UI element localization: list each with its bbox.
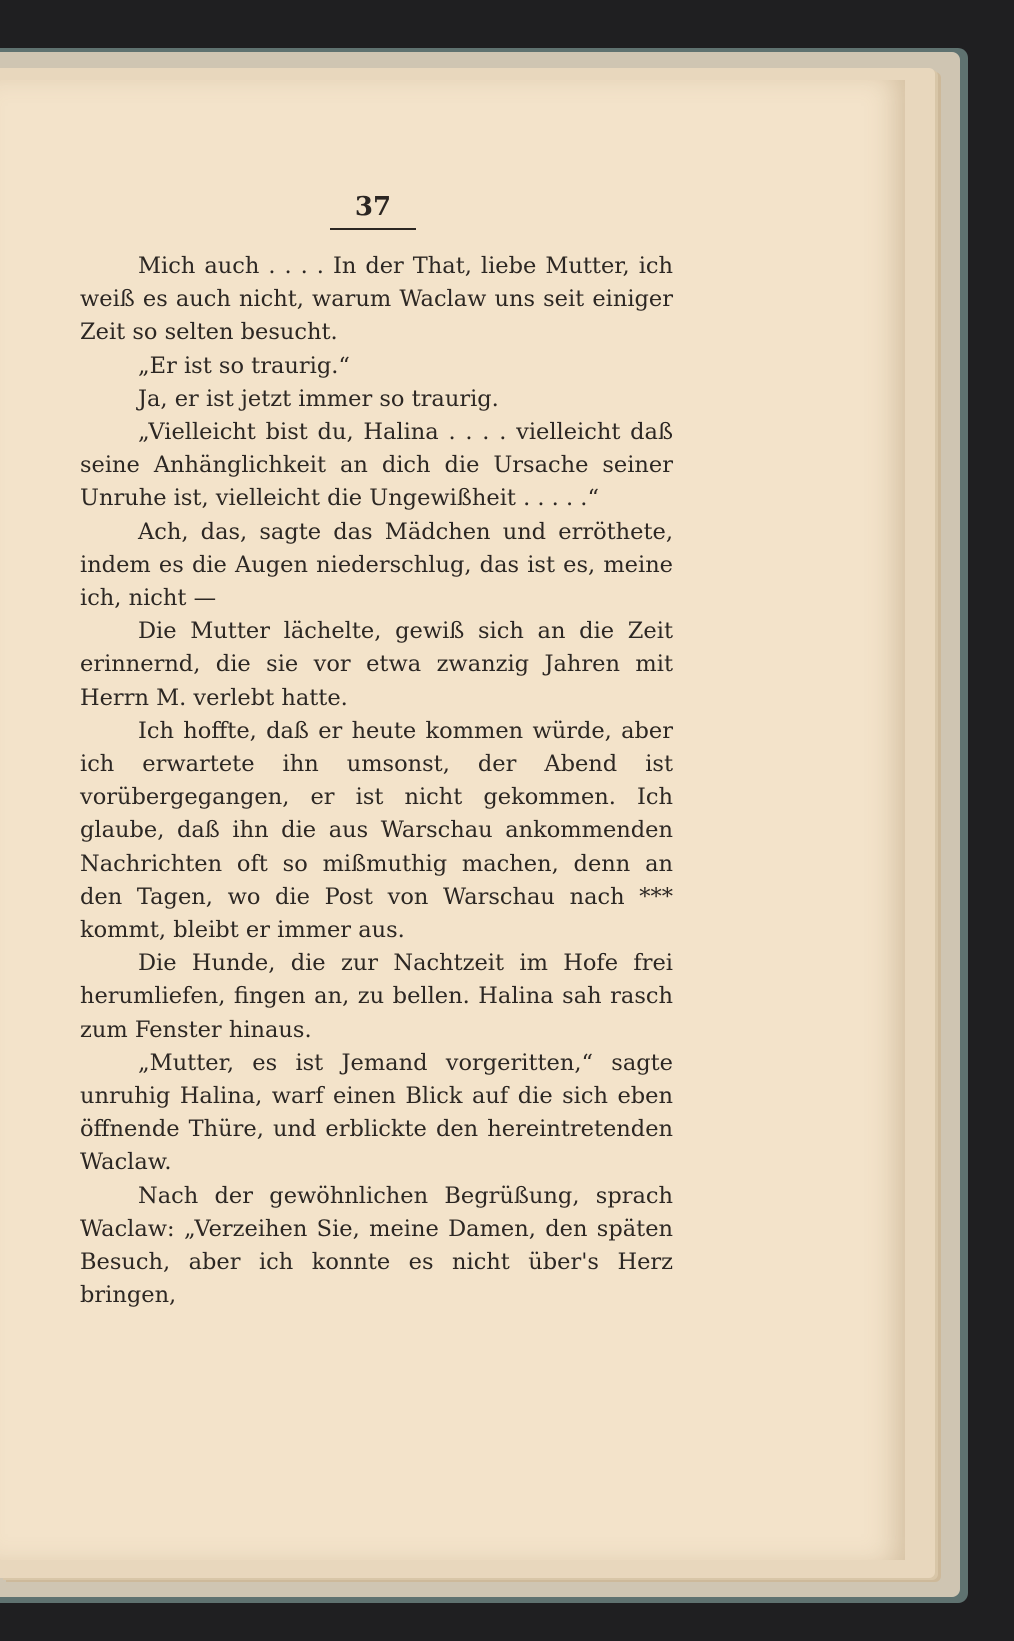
page-text xyxy=(80,250,673,1313)
paragraph: Ich hoffte, daß er heute kommen würde, aber ich erwartete ihn umsonst, der Abend ist vorübergegangen, er ist nicht gekommen. Ich glaube, daß ihn die aus Warschau ankommenden Nachrichten oft so mißmuthig machen, denn an den Tagen, wo die Post von Warschau nach *** kommt, bleibt er immer aus. xyxy=(80,717,673,944)
paragraph: „Vielleicht bist du, Halina . . . . vielleicht daß seine Anhänglichkeit an dich die Ursache seiner Unruhe ist, vielleicht die Ungewißheit . . . . .“ xyxy=(80,419,673,512)
paragraph: Die Mutter lächelte, gewiß sich an die Zeit erinnernd, die sie vor etwa zwanzig Jahren mit Herrn M. verlebt hatte. xyxy=(80,618,673,711)
paragraph: „Mutter, es ist Jemand vorgeritten,“ sagte unruhig Halina, warf einen Blick auf die sich eben öffnende Thüre, und erblickte den hereintretenden Waclaw. xyxy=(80,1049,673,1176)
paragraph: Ja, er ist jetzt immer so traurig. xyxy=(138,385,499,412)
paragraph: Ach, das, sagte das Mädchen und erröthete, indem es die Augen niederschlug, das ist es, meine ich, nicht — xyxy=(80,518,673,612)
paragraph: Nach der gewöhnlichen Begrüßung, sprach Waclaw: „Verzeihen Sie, meine Damen, den späten Besuch, aber ich konnte es nicht über's Herz bringen, xyxy=(80,1182,673,1309)
paragraph: „Er ist so traurig.“ xyxy=(138,352,350,379)
paragraph: Die Hunde, die zur Nachtzeit im Hofe frei herumliefen, fingen an, zu bellen. Halina sah rasch zum Fenster hinaus. xyxy=(80,950,673,1043)
paragraph: Mich auch . . . . In der That, liebe Mutter, ich weiß es auch nicht, warum Waclaw uns seit einiger Zeit so selten besucht. xyxy=(80,253,673,346)
page-number: 37 xyxy=(330,192,416,230)
